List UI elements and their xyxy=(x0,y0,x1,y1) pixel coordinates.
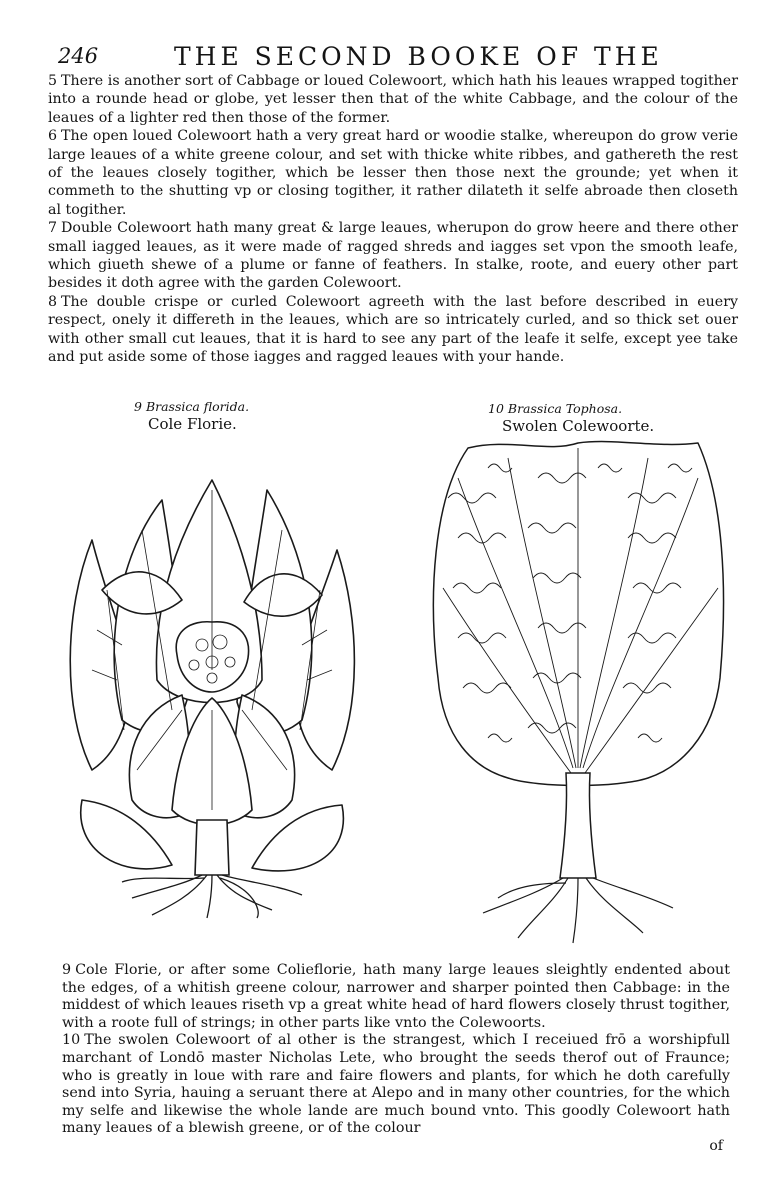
paragraph-9: 9 Cole Florie, or after some Colieflorie, hath many large leaues sleightly endented about the edges, of a whitish greene colour, narrower and sharper pointed then Cabbage: in the middest of which leaues riseth vp a great white head of hard flowers closely thrust togither, with a roote full of strings; in other parts like vnto the Colewoorts. xyxy=(62,962,730,1031)
paragraph-7: 7 Double Colewoort hath many great & large leaues, wherupon do grow heere and there other small iagged leaues, as it were made of ragged shreds and iagges set vpon the smooth leafe, which giueth shewe of a plume or fanne of feathers. In stalke, roote, and euery other part besides it doth agree with the garden Colewoort. xyxy=(48,220,738,292)
catchword: of xyxy=(709,1138,723,1154)
paragraph-8: 8 The double crispe or curled Colewoort agreeth with the last before described in euery respect, onely it differeth in the leaues, which are so intricately curled, and so thick set ouer with other small cut leaues, that it is hard to see any part of the leafe it selfe, except yee take and put aside some of those iagges and ragged leaues with your hande. xyxy=(48,293,738,366)
text-block-bottom xyxy=(62,962,730,1138)
paragraph-10: 10 The swolen Colewoort of al other is the strangest, which I receiued frō a worshipfull marchant of Londō master Nicholas Lete, who brought the seeds therof out of Fraunce; who is greatly in loue with rare and faire flowers and plants, for which he doth carefully send into Syria, hauing a seruant there at Alepo and in many other countries, for the which my selfe and likewise the whole lande are much bound vnto. This goodly Colewoort hath many leaues of a blewish greene, or of the colour xyxy=(62,1032,730,1137)
running-head: THE SECOND BOOKE OF THE xyxy=(174,42,663,71)
plate-9-caption: 9 Brassica florida. Cole Florie. xyxy=(134,399,250,433)
cauliflower-woodcut xyxy=(62,470,362,920)
page-header xyxy=(58,42,728,72)
savoy-cabbage-woodcut xyxy=(428,438,728,948)
paragraph-5: 5 There is another sort of Cabbage or loued Colewoort, which hath his leaues wrapped togither into a rounde head or globe, yet lesser then that of the white Cabbage, and the colour of the leaues of a lighter red then those of the former. xyxy=(48,73,738,126)
plate-10-caption: 10 Brassica Tophosa. Swolen Colewoorte. xyxy=(488,401,655,435)
paragraph-6: 6 The open loued Colewoort hath a very great hard or woodie stalke, whereupon do grow verie large leaues of a white greene colour, and set with thicke white ribbes, and gathereth the rest of the leaues closely togither, which be lesser then those next the grounde; yet when it commeth to the shutting vp or closing togither, it rather dilateth it selfe abroade then closeth al togither. xyxy=(48,128,738,218)
text-block-top xyxy=(48,72,738,367)
page-number: 246 xyxy=(58,44,99,68)
